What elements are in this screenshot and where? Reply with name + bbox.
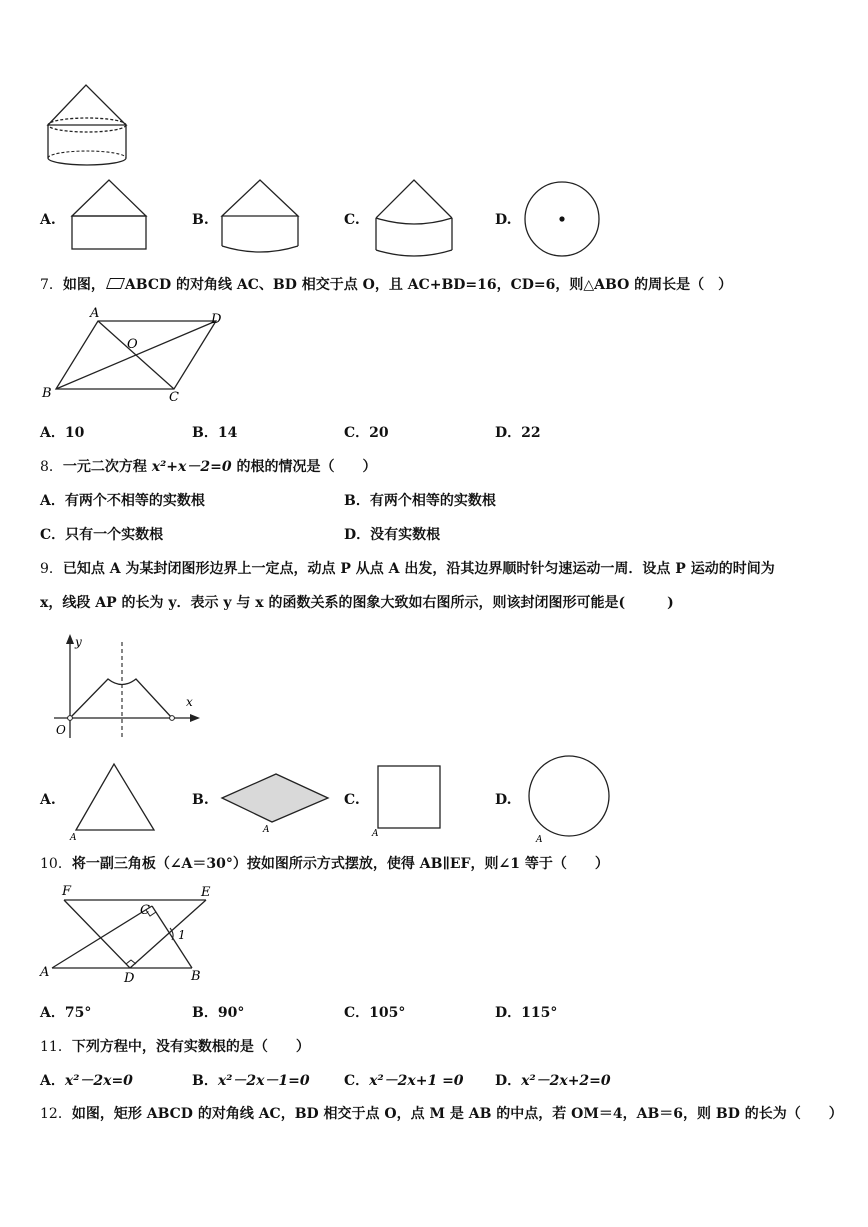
- q11-option-d-value: x²－2x+2=0: [521, 1073, 611, 1089]
- q8-option-d-letter: D．: [344, 527, 371, 543]
- q9-option-d-letter: D.: [495, 792, 512, 808]
- q11-option-d-letter: D．: [495, 1073, 522, 1089]
- q6-option-a-figure: [68, 176, 150, 254]
- q8-stem: [40, 456, 376, 476]
- q9-option-b-point-label: A: [263, 825, 270, 835]
- parallelogram-symbol-icon: [106, 278, 125, 289]
- q7-number: 7．: [40, 277, 63, 293]
- q6-option-a-letter: A.: [40, 212, 56, 228]
- q7-option-b[interactable]: [192, 422, 237, 442]
- q8-option-a[interactable]: [40, 490, 205, 510]
- q10-label-b: B: [191, 969, 201, 984]
- q7-option-c-value: 20: [369, 425, 389, 441]
- q7-option-a-value: 10: [64, 425, 85, 441]
- q9-number: 9．: [40, 561, 63, 577]
- q8-option-b-letter: B．: [344, 493, 370, 509]
- q6-option-d-figure: [522, 180, 602, 260]
- q7-label-c: C: [169, 390, 179, 405]
- q10-label-d: D: [124, 971, 135, 986]
- q10-label-angle-1: 1: [178, 928, 186, 942]
- q8-option-d-value: 没有实数根: [370, 527, 441, 543]
- q11-option-a[interactable]: [40, 1070, 133, 1090]
- q7-option-b-value: 14: [217, 425, 238, 441]
- q10-option-a[interactable]: [40, 1002, 91, 1022]
- q11-option-a-letter: A．: [40, 1073, 65, 1089]
- q9-option-a-letter: A.: [40, 792, 56, 808]
- q11-text: 下列方程中，没有实数根的是（ ）: [71, 1039, 310, 1055]
- q12-text: 如图，矩形 ABCD 的对角线 AC，BD 相交于点 O，点 M 是 AB 的中点，若 OM＝4，AB＝6，则 BD 的长为（ ）: [71, 1106, 843, 1122]
- q9-stem-line2: [40, 592, 674, 612]
- q6-option-c-letter: C.: [344, 212, 360, 228]
- q8-option-c-value: 只有一个实数根: [65, 527, 164, 543]
- q8-option-a-value: 有两个不相等的实数根: [64, 493, 205, 509]
- q8-option-c-letter: C．: [40, 527, 66, 543]
- q7-option-a[interactable]: [40, 422, 84, 442]
- q11-option-c[interactable]: [344, 1070, 464, 1090]
- q9-option-a-point-label: A: [70, 833, 77, 843]
- q9-option-a-triangle: [68, 760, 160, 842]
- q10-label-c: C: [140, 903, 150, 918]
- q11-option-c-letter: C．: [344, 1073, 370, 1089]
- q11-number: 11．: [40, 1039, 72, 1055]
- q10-option-b-value: 90°: [217, 1005, 245, 1021]
- q7-text-lead: 如图，: [62, 277, 105, 293]
- q9-text-line1: 已知点 A 为某封闭图形边界上一定点，动点 P 从点 A 出发，沿其边界顺时针匀速运动一周．设点 P 运动的时间为: [62, 561, 775, 577]
- q7-option-d-value: 22: [521, 425, 541, 441]
- q6-option-b-letter: B.: [192, 212, 209, 228]
- q11-option-a-value: x²－2x=0: [64, 1073, 133, 1089]
- q8-text-pre: 一元二次方程: [62, 459, 152, 475]
- q10-label-e: E: [201, 885, 211, 900]
- q10-label-f: F: [62, 884, 72, 899]
- q6-option-d-letter: D.: [495, 212, 512, 228]
- q6-solid-figure: [40, 80, 135, 170]
- q7-option-d-letter: D．: [495, 425, 522, 441]
- q10-option-b-letter: B．: [192, 1005, 218, 1021]
- q7-parallelogram-figure: [40, 305, 240, 405]
- q8-option-a-letter: A．: [40, 493, 65, 509]
- q9-graph-label-origin: O: [56, 723, 66, 737]
- q10-set-squares-figure: [38, 882, 218, 986]
- q10-label-a: A: [40, 965, 50, 980]
- q7-stem: [40, 274, 732, 294]
- q7-option-a-letter: A．: [40, 425, 65, 441]
- q7-label-a: A: [90, 306, 100, 321]
- q10-option-d[interactable]: [495, 1002, 557, 1022]
- q8-option-b-value: 有两个相等的实数根: [369, 493, 496, 509]
- q10-option-d-letter: D．: [495, 1005, 522, 1021]
- q8-option-d[interactable]: [344, 524, 440, 544]
- q10-text: 将一副三角板（∠A＝30°）按如图所示方式摆放，使得 AB∥EF，则∠1 等于（ ）: [71, 856, 609, 872]
- q9-function-graph: [48, 632, 208, 742]
- q10-stem: [40, 853, 609, 873]
- q9-option-d-point-label: A: [536, 835, 543, 845]
- q9-option-c-point-label: A: [372, 829, 379, 839]
- q11-option-b-value: x²－2x－1=0: [217, 1073, 310, 1089]
- q8-option-b[interactable]: [344, 490, 496, 510]
- q10-option-a-letter: A．: [40, 1005, 65, 1021]
- q11-option-d[interactable]: [495, 1070, 611, 1090]
- q9-option-b-rhombus: [220, 770, 332, 834]
- q10-option-c-letter: C．: [344, 1005, 370, 1021]
- q8-equation: x²+x－2=0: [151, 459, 232, 475]
- q8-text-post: 的根的情况是（ ）: [231, 459, 377, 475]
- q8-option-c[interactable]: [40, 524, 163, 544]
- q10-option-a-value: 75°: [64, 1005, 92, 1021]
- q7-option-c[interactable]: [344, 422, 389, 442]
- q10-number: 10．: [40, 856, 72, 872]
- q8-number: 8．: [40, 459, 63, 475]
- q10-option-c[interactable]: [344, 1002, 405, 1022]
- q7-option-b-letter: B．: [192, 425, 218, 441]
- q9-option-c-letter: C.: [344, 792, 360, 808]
- q12-stem: [40, 1103, 843, 1123]
- q7-label-b: B: [42, 386, 52, 401]
- q9-text-line2: x，线段 AP 的长为 y．表示 y 与 x 的函数关系的图象大致如右图所示，则该封闭图形可能是( ): [40, 595, 674, 611]
- q11-option-c-value: x²－2x+1 =0: [369, 1073, 464, 1089]
- q7-label-d: D: [211, 312, 222, 327]
- q6-option-b-figure: [218, 176, 302, 258]
- q7-option-d[interactable]: [495, 422, 541, 442]
- q11-option-b-letter: B．: [192, 1073, 218, 1089]
- q9-option-b-letter: B.: [192, 792, 209, 808]
- q7-label-o: O: [127, 337, 138, 352]
- q9-option-c-square: [370, 762, 446, 840]
- q9-option-d-circle: [526, 752, 616, 844]
- q10-option-d-value: 115°: [521, 1005, 558, 1021]
- q9-graph-label-x: x: [186, 695, 193, 709]
- q6-option-c-figure: [372, 176, 456, 262]
- q10-option-c-value: 105°: [369, 1005, 406, 1021]
- q9-graph-label-y: y: [75, 635, 82, 649]
- q9-stem-line1: [40, 558, 775, 578]
- q11-stem: [40, 1036, 310, 1056]
- q7-option-c-letter: C．: [344, 425, 370, 441]
- q10-option-b[interactable]: [192, 1002, 244, 1022]
- q12-number: 12．: [40, 1106, 72, 1122]
- q11-option-b[interactable]: [192, 1070, 310, 1090]
- q7-text: ABCD 的对角线 AC、BD 相交于点 O，且 AC+BD=16，CD=6，则△ABO 的周长是（ ）: [124, 277, 733, 293]
